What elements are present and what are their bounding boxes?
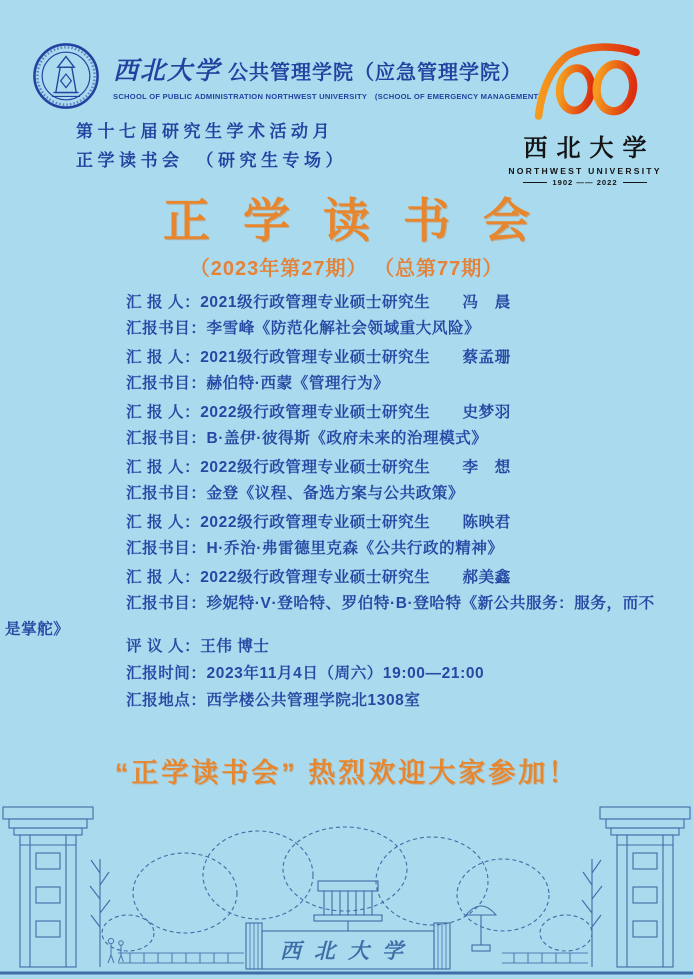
book-line: 汇报书目：珍妮特·V·登哈特、罗伯特·B·登哈特《新公共服务：服务，而不是掌舵》 bbox=[5, 595, 655, 638]
centennial-logo bbox=[503, 40, 667, 187]
centennial-university-cn: 西北大学 bbox=[523, 135, 656, 162]
centennial-years: 1902 —— 2022 bbox=[503, 178, 667, 187]
book-line: 汇报书目：金登《议程、备选方案与公共政策》 bbox=[126, 485, 465, 502]
report-block bbox=[126, 345, 674, 397]
trees bbox=[102, 827, 592, 951]
book-line: 汇报书目：H·乔治·弗雷德里克森《公共行政的精神》 bbox=[126, 540, 504, 557]
school-brand-cn: 西北大学 bbox=[113, 56, 222, 85]
book-line: 汇报书目：赫伯特·西蒙《管理行为》 bbox=[126, 375, 390, 392]
gate-tower-left bbox=[3, 807, 93, 967]
university-seal-icon bbox=[32, 42, 100, 110]
gate-sign-text: 西北大学 bbox=[280, 940, 416, 963]
presenter-line: 汇 报 人：2021级行政管理专业硕士研究生 冯 晨 bbox=[126, 294, 511, 311]
reviewer-line: 评 议 人：王伟 博士 bbox=[126, 638, 270, 655]
people bbox=[108, 938, 124, 963]
issue-line: （2023年第27期） （总第77期） bbox=[189, 258, 504, 280]
school-name-cn bbox=[113, 51, 541, 87]
session-info bbox=[126, 633, 484, 714]
welcome-slogan: “正学读书会” 热烈欢迎大家参加！ bbox=[114, 758, 579, 788]
report-list bbox=[5, 290, 674, 646]
activity-line-2: 正学读书会 （研究生专场） bbox=[76, 151, 347, 170]
school-name-block bbox=[113, 51, 541, 102]
school-rest-cn: 公共管理学院（应急管理学院） bbox=[228, 61, 523, 84]
school-name-en: SCHOOL OF PUBLIC ADMINISTRATION NORTHWEST UNIVERSITY (SCHOOL OF EMERGENCY MANAGEMENT) bbox=[113, 91, 542, 101]
report-block bbox=[126, 290, 674, 342]
presenter-line: 汇 报 人：2022级行政管理专业硕士研究生 陈映君 bbox=[126, 514, 511, 531]
book-line: 汇报书目：B·盖伊·彼得斯《政府未来的治理模式》 bbox=[126, 430, 488, 447]
report-block bbox=[126, 400, 674, 452]
report-block bbox=[126, 510, 674, 562]
activity-lines bbox=[76, 117, 347, 175]
activity-line-1: 第十七届研究生学术活动月 bbox=[76, 122, 334, 141]
report-block bbox=[5, 565, 674, 643]
gate-tower-right bbox=[600, 807, 690, 967]
poster-title: 正学读书会 bbox=[163, 194, 563, 247]
report-block bbox=[126, 455, 674, 507]
gate-pavilion bbox=[314, 881, 382, 931]
header bbox=[32, 42, 541, 110]
presenter-line: 汇 报 人：2022级行政管理专业硕士研究生 史梦羽 bbox=[126, 404, 511, 421]
presenter-line: 汇 报 人：2022级行政管理专业硕士研究生 郝美鑫 bbox=[126, 569, 511, 586]
time-line: 汇报时间：2023年11月4日（周六）19:00—21:00 bbox=[126, 665, 485, 682]
presenter-line: 汇 报 人：2022级行政管理专业硕士研究生 李 想 bbox=[126, 459, 511, 476]
campus-gate-illustration bbox=[0, 793, 693, 979]
centennial-university-en: NORTHWEST UNIVERSITY bbox=[508, 166, 662, 176]
location-line: 汇报地点：西学楼公共管理学院北1308室 bbox=[126, 692, 421, 709]
centennial-100-icon bbox=[503, 40, 667, 126]
book-line: 汇报书目：李雪峰《防范化解社会领域重大风险》 bbox=[126, 320, 481, 337]
presenter-line: 汇 报 人：2021级行政管理专业硕士研究生 蔡孟珊 bbox=[126, 349, 511, 366]
